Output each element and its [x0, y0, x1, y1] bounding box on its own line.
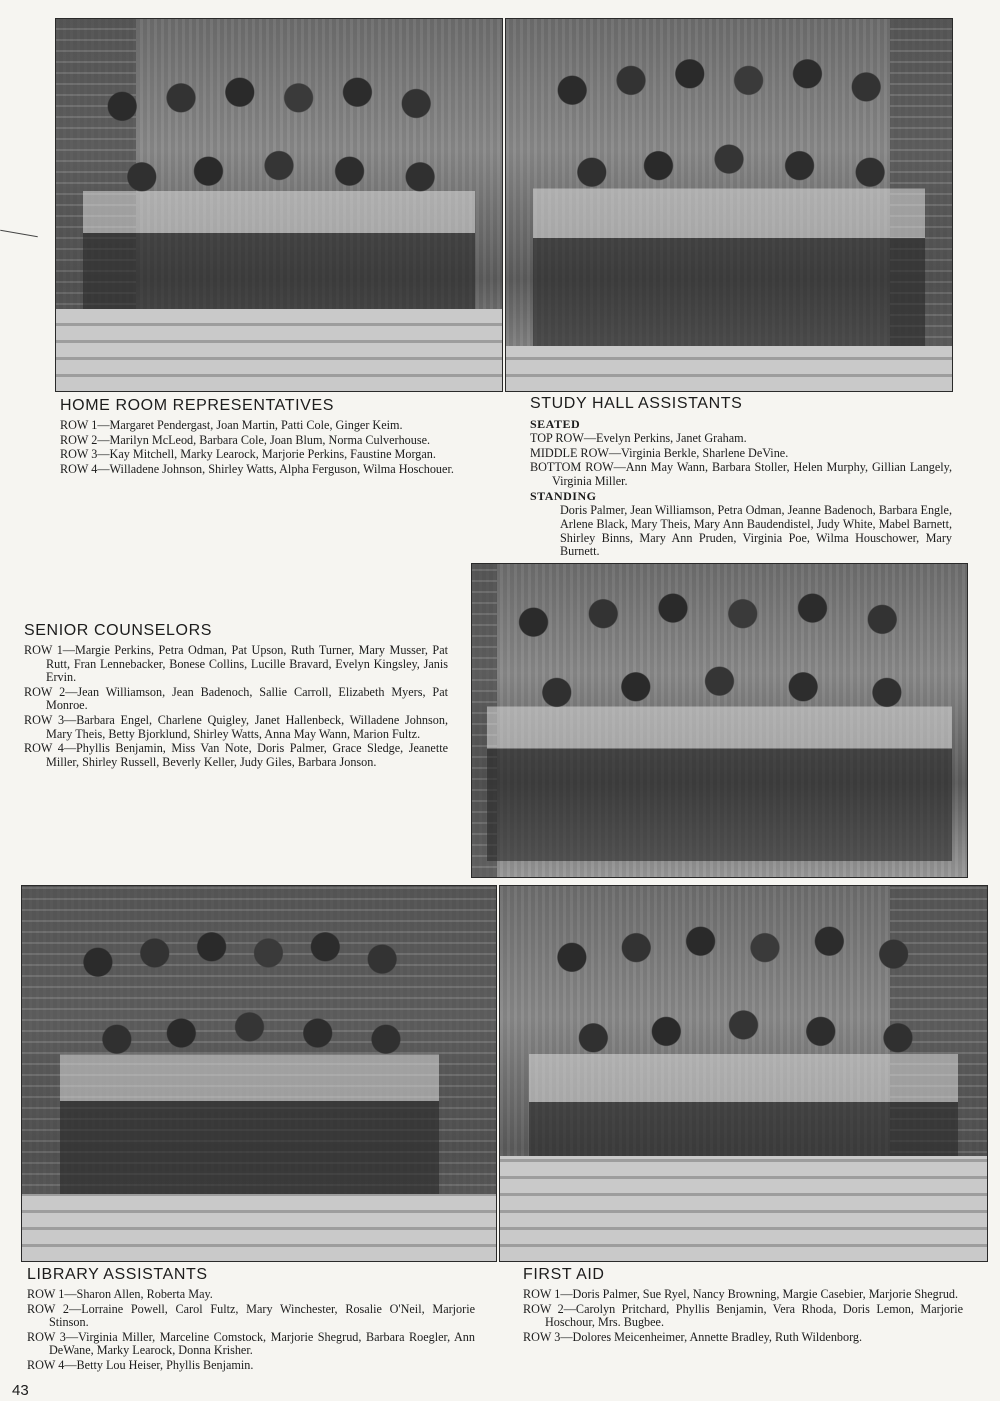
- first-aid-row-1: ROW 1—Doris Palmer, Sue Ryel, Nancy Browning, Margie Casebier, Marjorie Shegrud.: [523, 1287, 959, 1301]
- first-aid-title: FIRST AID: [523, 1266, 605, 1283]
- library-row-1: ROW 1—Sharon Allen, Roberta May.: [27, 1287, 213, 1301]
- senior-counselors-caption: [24, 622, 448, 770]
- seated-bottom-row: BOTTOM ROW—Ann May Wann, Barbara Stoller, Helen Murphy, Gillian Langely, Virginia Miller.: [530, 460, 952, 488]
- library-row-3: ROW 3—Virginia Miller, Marceline Comstock, Marjorie Shegrud, Barbara Roegler, Ann DeWane, Marky Learock, Donna Krisher.: [27, 1329, 475, 1358]
- first-aid-row-2: ROW 2—Carolyn Pritchard, Phyllis Benjamin, Vera Rhoda, Doris Lemon, Marjorie Hoschour, Mrs. Bugbee.: [523, 1301, 963, 1330]
- library-row-4: ROW 4—Betty Lou Heiser, Phyllis Benjamin.: [27, 1357, 254, 1372]
- home-room-caption: [60, 397, 488, 477]
- stray-pen-mark: [0, 230, 38, 238]
- senior-counselors-row-1: ROW 1—Margie Perkins, Petra Odman, Pat Upson, Ruth Turner, Mary Musser, Pat Rutt, Fran Lennebacker, Bonese Collins, Lucille Bravard, Evelyn Kingsley, Janis Ervin.: [24, 643, 448, 685]
- standing-names: Doris Palmer, Jean Williamson, Petra Odman, Jeanne Badenoch, Barbara Engle, Arlene Black, Mary Theis, Mary Ann Baudendistel, Judy White, Mabel Barnett, Shirley Binns, Mary Ann Pruden, Virginia Poe, Wilma Houschower, Mary Burnett.: [560, 503, 952, 559]
- study-hall-title: STUDY HALL ASSISTANTS: [530, 395, 743, 412]
- senior-counselors-row-4: ROW 4—Phyllis Benjamin, Miss Van Note, Doris Palmer, Grace Sledge, Jeanette Miller, Shirley Russell, Beverly Keller, Judy Giles, Barbara Jonson.: [24, 741, 448, 769]
- home-room-photo: [55, 18, 503, 392]
- study-hall-photo: [505, 18, 953, 392]
- senior-counselors-title: SENIOR COUNSELORS: [24, 622, 213, 639]
- senior-counselors-photo: [471, 563, 968, 878]
- seated-middle-row: MIDDLE ROW—Virginia Berkle, Sharlene DeVine.: [530, 445, 789, 460]
- home-room-row-1: ROW 1—Margaret Pendergast, Joan Martin, Patti Cole, Ginger Keim.: [60, 418, 403, 432]
- first-aid-photo: [499, 885, 988, 1262]
- senior-counselors-row-3: ROW 3—Barbara Engel, Charlene Quigley, Janet Hallenbeck, Willadene Johnson, Mary Theis, Betty Bjorklund, Shirley Watts, Anna May Wann, Marion Fultz.: [24, 712, 448, 741]
- library-row-2: ROW 2—Lorraine Powell, Carol Fultz, Mary Winchester, Rosalie O'Neil, Marjorie Stinson.: [27, 1301, 475, 1330]
- first-aid-caption: [523, 1266, 963, 1345]
- study-hall-caption: [530, 395, 952, 560]
- home-room-row-4: ROW 4—Willadene Johnson, Shirley Watts, Alpha Ferguson, Wilma Hoschouer.: [60, 461, 454, 476]
- home-room-row-2: ROW 2—Marilyn McLeod, Barbara Cole, Joan Blum, Norma Culverhouse.: [60, 432, 431, 447]
- library-photo: [21, 885, 497, 1262]
- seated-top-row: TOP ROW—Evelyn Perkins, Janet Graham.: [530, 431, 747, 445]
- standing-label: STANDING: [530, 489, 597, 504]
- home-room-title: HOME ROOM REPRESENTATIVES: [60, 397, 334, 414]
- first-aid-row-3: ROW 3—Dolores Meicenheimer, Annette Bradley, Ruth Wildenborg.: [523, 1329, 863, 1344]
- library-title: LIBRARY ASSISTANTS: [27, 1266, 208, 1283]
- library-caption: [27, 1266, 475, 1374]
- seated-label: SEATED: [530, 417, 581, 431]
- home-room-row-3: ROW 3—Kay Mitchell, Marky Learock, Marjorie Perkins, Faustine Morgan.: [60, 447, 436, 462]
- page-number: 43: [12, 1382, 29, 1399]
- senior-counselors-row-2: ROW 2—Jean Williamson, Jean Badenoch, Sallie Carroll, Elizabeth Myers, Pat Monroe.: [24, 684, 448, 713]
